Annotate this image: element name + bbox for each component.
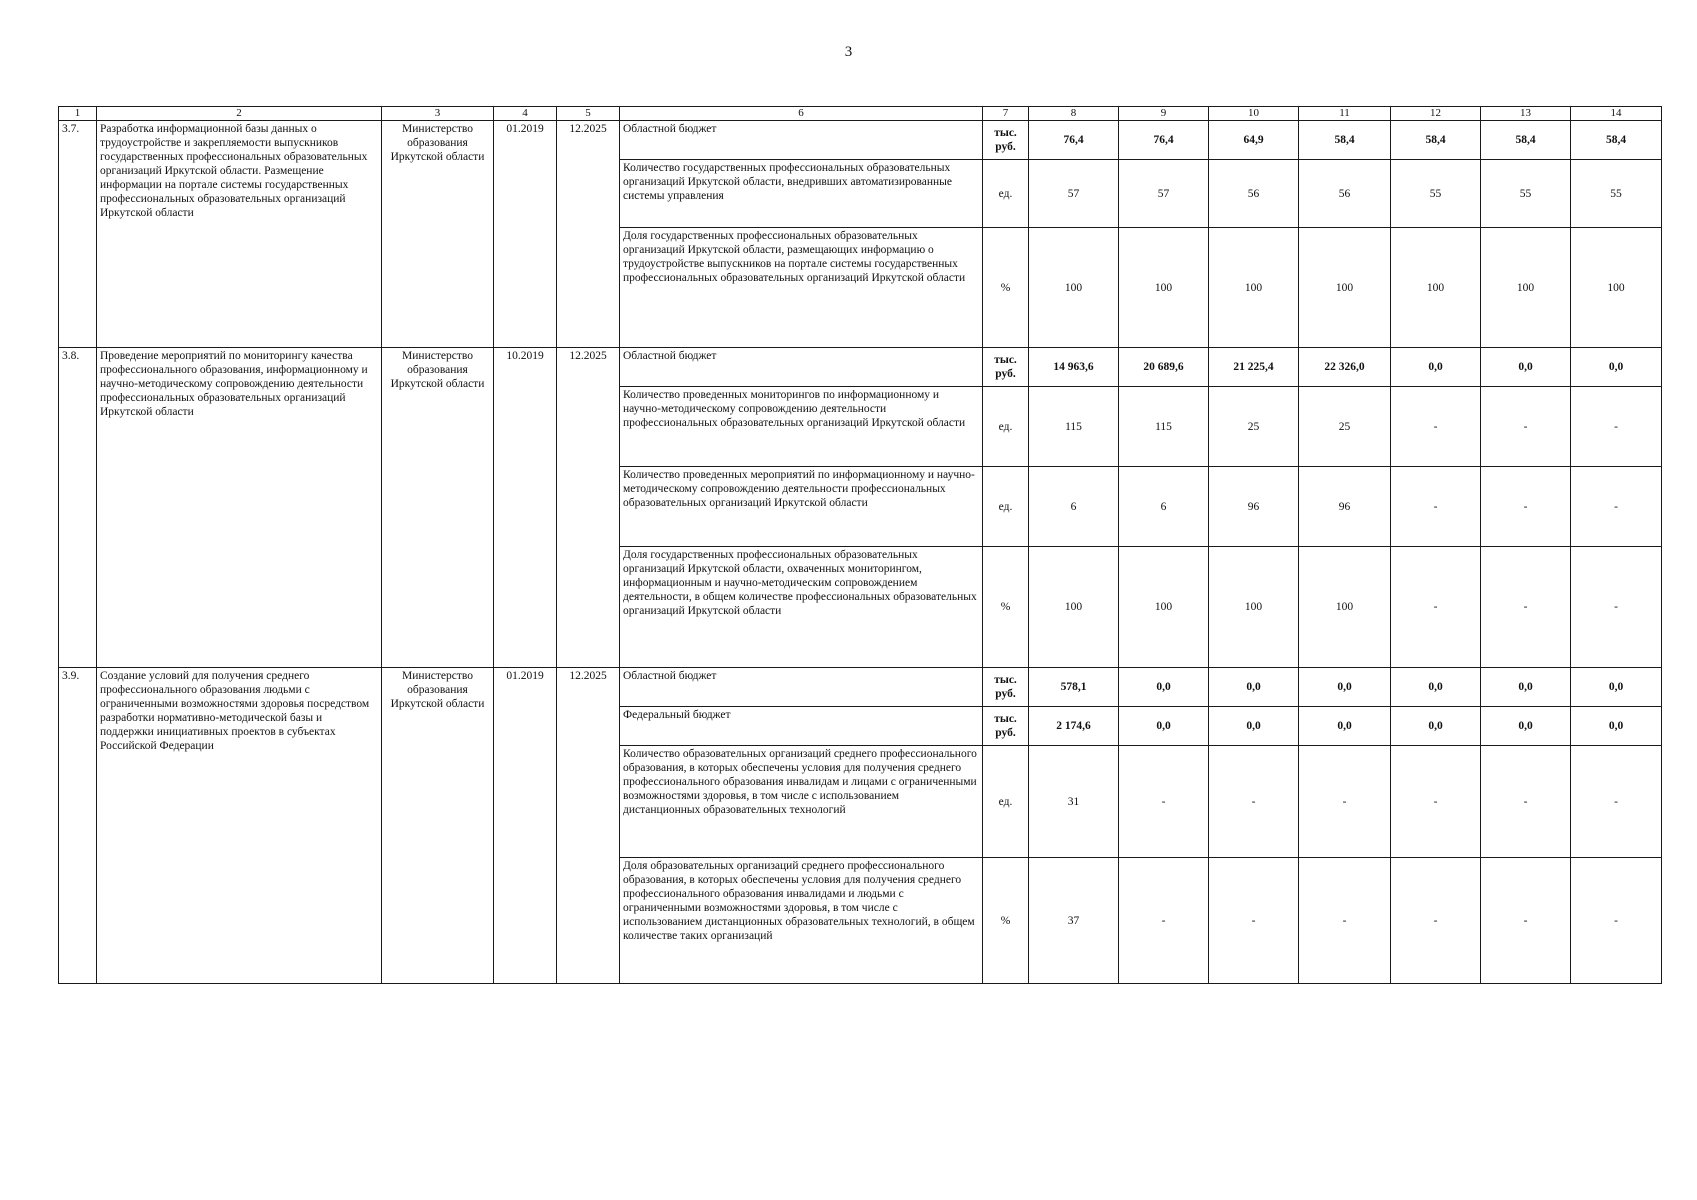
- indicator-value: 100: [1481, 228, 1571, 348]
- indicator-label: Областной бюджет: [620, 668, 983, 707]
- activity-name: Разработка информационной базы данных о трудоустройстве и закрепляемости выпускников государственных профессиональных образовательных организаций Иркутской области. Размещение информации на портале системы государственных профессиональных образовательных организаций Иркутской области: [97, 121, 382, 348]
- column-header: 4: [494, 107, 557, 121]
- indicator-label: Количество государственных профессиональных образовательных организаций Иркутской области, внедривших автоматизированные системы управления: [620, 160, 983, 228]
- indicator-value: -: [1571, 467, 1662, 547]
- indicator-label: Количество проведенных мероприятий по информационному и научно-методическому сопровождению деятельности профессиональных образовательных организаций Иркутской области: [620, 467, 983, 547]
- indicator-value: 0,0: [1391, 348, 1481, 387]
- column-header: 3: [382, 107, 494, 121]
- program-activities-table: [58, 106, 1662, 984]
- activity-start-date: 01.2019: [494, 121, 557, 348]
- indicator-value: 100: [1119, 547, 1209, 668]
- indicator-value: 100: [1209, 228, 1299, 348]
- indicator-value: 58,4: [1299, 121, 1391, 160]
- page-number: 3: [844, 44, 853, 60]
- activity-end-date: 12.2025: [557, 668, 620, 984]
- column-header: 13: [1481, 107, 1571, 121]
- indicator-value: 56: [1299, 160, 1391, 228]
- activity-end-date: 12.2025: [557, 121, 620, 348]
- indicator-value: -: [1571, 746, 1662, 858]
- indicator-value: 115: [1119, 387, 1209, 467]
- indicator-value: 0,0: [1391, 668, 1481, 707]
- table-row: [59, 348, 1662, 387]
- indicator-value: -: [1481, 387, 1571, 467]
- indicator-value: 578,1: [1029, 668, 1119, 707]
- indicator-value: 96: [1209, 467, 1299, 547]
- indicator-value: 31: [1029, 746, 1119, 858]
- activity-start-date: 01.2019: [494, 668, 557, 984]
- column-header: 2: [97, 107, 382, 121]
- indicator-value: 55: [1391, 160, 1481, 228]
- activity-executor: Министерство образования Иркутской области: [382, 348, 494, 668]
- table-row: [59, 121, 1662, 160]
- indicator-value: -: [1391, 467, 1481, 547]
- indicator-value: 57: [1029, 160, 1119, 228]
- indicator-value: -: [1481, 547, 1571, 668]
- indicator-value: -: [1391, 387, 1481, 467]
- column-header: 6: [620, 107, 983, 121]
- indicator-label: Областной бюджет: [620, 348, 983, 387]
- column-header: 11: [1299, 107, 1391, 121]
- indicator-value: 100: [1391, 228, 1481, 348]
- indicator-unit: тыс. руб.: [983, 707, 1029, 746]
- indicator-value: -: [1119, 746, 1209, 858]
- indicator-value: 58,4: [1571, 121, 1662, 160]
- indicator-label: Количество образовательных организаций среднего профессионального образования, в которых обеспечены условия для получения среднего профессионального образования инвалидам и лицами с ограниченными возможностями здоровья, в том числе с использованием дистанционных образовательных технологий: [620, 746, 983, 858]
- indicator-unit: %: [983, 547, 1029, 668]
- indicator-value: 22 326,0: [1299, 348, 1391, 387]
- indicator-unit: %: [983, 228, 1029, 348]
- indicator-value: 2 174,6: [1029, 707, 1119, 746]
- indicator-value: 0,0: [1299, 707, 1391, 746]
- indicator-label: Областной бюджет: [620, 121, 983, 160]
- indicator-value: 25: [1209, 387, 1299, 467]
- indicator-value: -: [1119, 858, 1209, 984]
- indicator-unit: тыс. руб.: [983, 348, 1029, 387]
- indicator-unit: ед.: [983, 160, 1029, 228]
- indicator-unit: ед.: [983, 467, 1029, 547]
- indicator-value: 64,9: [1209, 121, 1299, 160]
- indicator-value: -: [1571, 547, 1662, 668]
- activity-name: Создание условий для получения среднего профессионального образования людьми с ограниченными возможностями здоровья посредством разработки нормативно-методической базы и поддержки инициативных проектов в субъектах Российской Федерации: [97, 668, 382, 984]
- indicator-value: 0,0: [1481, 348, 1571, 387]
- column-header: 10: [1209, 107, 1299, 121]
- indicator-value: -: [1571, 858, 1662, 984]
- indicator-value: 0,0: [1481, 707, 1571, 746]
- indicator-unit: ед.: [983, 746, 1029, 858]
- indicator-unit: тыс. руб.: [983, 121, 1029, 160]
- column-header: 12: [1391, 107, 1481, 121]
- indicator-value: 100: [1299, 547, 1391, 668]
- activity-number: 3.9.: [59, 668, 97, 984]
- indicator-value: 76,4: [1029, 121, 1119, 160]
- indicator-label: Доля государственных профессиональных образовательных организаций Иркутской области, охваченных мониторингом, информационным и научно-методическим сопровождением деятельности, в общем количестве профессиональных образовательных организаций Иркутской области: [620, 547, 983, 668]
- indicator-value: -: [1299, 858, 1391, 984]
- indicator-value: 0,0: [1571, 348, 1662, 387]
- indicator-value: -: [1391, 547, 1481, 668]
- column-header: 9: [1119, 107, 1209, 121]
- column-header: 1: [59, 107, 97, 121]
- indicator-value: 58,4: [1391, 121, 1481, 160]
- indicator-value: 0,0: [1299, 668, 1391, 707]
- indicator-label: Количество проведенных мониторингов по информационному и научно-методическому сопровождению деятельности профессиональных образовательных организаций Иркутской области: [620, 387, 983, 467]
- indicator-value: 0,0: [1481, 668, 1571, 707]
- table-row: [59, 668, 1662, 707]
- column-header: 14: [1571, 107, 1662, 121]
- indicator-value: 115: [1029, 387, 1119, 467]
- indicator-unit: ед.: [983, 387, 1029, 467]
- indicator-value: -: [1391, 858, 1481, 984]
- indicator-label: Доля образовательных организаций среднего профессионального образования, в которых обеспечены условия для получения среднего профессионального образования инвалидами и людьми с ограниченными возможностями здоровья, в том числе с использованием дистанционных образовательных технологий, в общем количестве таких организаций: [620, 858, 983, 984]
- column-header: 7: [983, 107, 1029, 121]
- column-header: 8: [1029, 107, 1119, 121]
- indicator-value: -: [1481, 746, 1571, 858]
- indicator-value: -: [1481, 858, 1571, 984]
- indicator-value: 100: [1029, 547, 1119, 668]
- indicator-unit: %: [983, 858, 1029, 984]
- indicator-value: 37: [1029, 858, 1119, 984]
- indicator-value: 21 225,4: [1209, 348, 1299, 387]
- activity-start-date: 10.2019: [494, 348, 557, 668]
- indicator-value: 56: [1209, 160, 1299, 228]
- indicator-value: 0,0: [1119, 668, 1209, 707]
- activity-number: 3.7.: [59, 121, 97, 348]
- activity-executor: Министерство образования Иркутской области: [382, 121, 494, 348]
- activity-end-date: 12.2025: [557, 348, 620, 668]
- indicator-value: 76,4: [1119, 121, 1209, 160]
- activity-name: Проведение мероприятий по мониторингу качества профессионального образования, информационному и научно-методическому сопровождению деятельности профессиональных образовательных организаций Иркутской области: [97, 348, 382, 668]
- indicator-unit: тыс. руб.: [983, 668, 1029, 707]
- indicator-value: 0,0: [1391, 707, 1481, 746]
- indicator-label: Федеральный бюджет: [620, 707, 983, 746]
- indicator-value: 100: [1299, 228, 1391, 348]
- indicator-value: 100: [1029, 228, 1119, 348]
- indicator-value: 55: [1481, 160, 1571, 228]
- indicator-value: 96: [1299, 467, 1391, 547]
- indicator-value: 6: [1119, 467, 1209, 547]
- indicator-value: -: [1571, 387, 1662, 467]
- column-header: 5: [557, 107, 620, 121]
- activity-number: 3.8.: [59, 348, 97, 668]
- indicator-value: 6: [1029, 467, 1119, 547]
- indicator-value: 100: [1209, 547, 1299, 668]
- indicator-value: -: [1391, 746, 1481, 858]
- indicator-value: 55: [1571, 160, 1662, 228]
- indicator-value: -: [1481, 467, 1571, 547]
- indicator-value: -: [1299, 746, 1391, 858]
- indicator-value: -: [1209, 746, 1299, 858]
- activity-executor: Министерство образования Иркутской области: [382, 668, 494, 984]
- indicator-value: 25: [1299, 387, 1391, 467]
- indicator-label: Доля государственных профессиональных образовательных организаций Иркутской области, размещающих информацию о трудоустройстве выпускников на портале системы государственных профессиональных образовательных организаций Иркутской области: [620, 228, 983, 348]
- indicator-value: 0,0: [1209, 707, 1299, 746]
- indicator-value: 14 963,6: [1029, 348, 1119, 387]
- indicator-value: 57: [1119, 160, 1209, 228]
- indicator-value: 0,0: [1571, 707, 1662, 746]
- indicator-value: 0,0: [1209, 668, 1299, 707]
- column-number-row: [59, 107, 1662, 121]
- indicator-value: 58,4: [1481, 121, 1571, 160]
- indicator-value: -: [1209, 858, 1299, 984]
- indicator-value: 0,0: [1119, 707, 1209, 746]
- indicator-value: 0,0: [1571, 668, 1662, 707]
- indicator-value: 100: [1119, 228, 1209, 348]
- indicator-value: 20 689,6: [1119, 348, 1209, 387]
- indicator-value: 100: [1571, 228, 1662, 348]
